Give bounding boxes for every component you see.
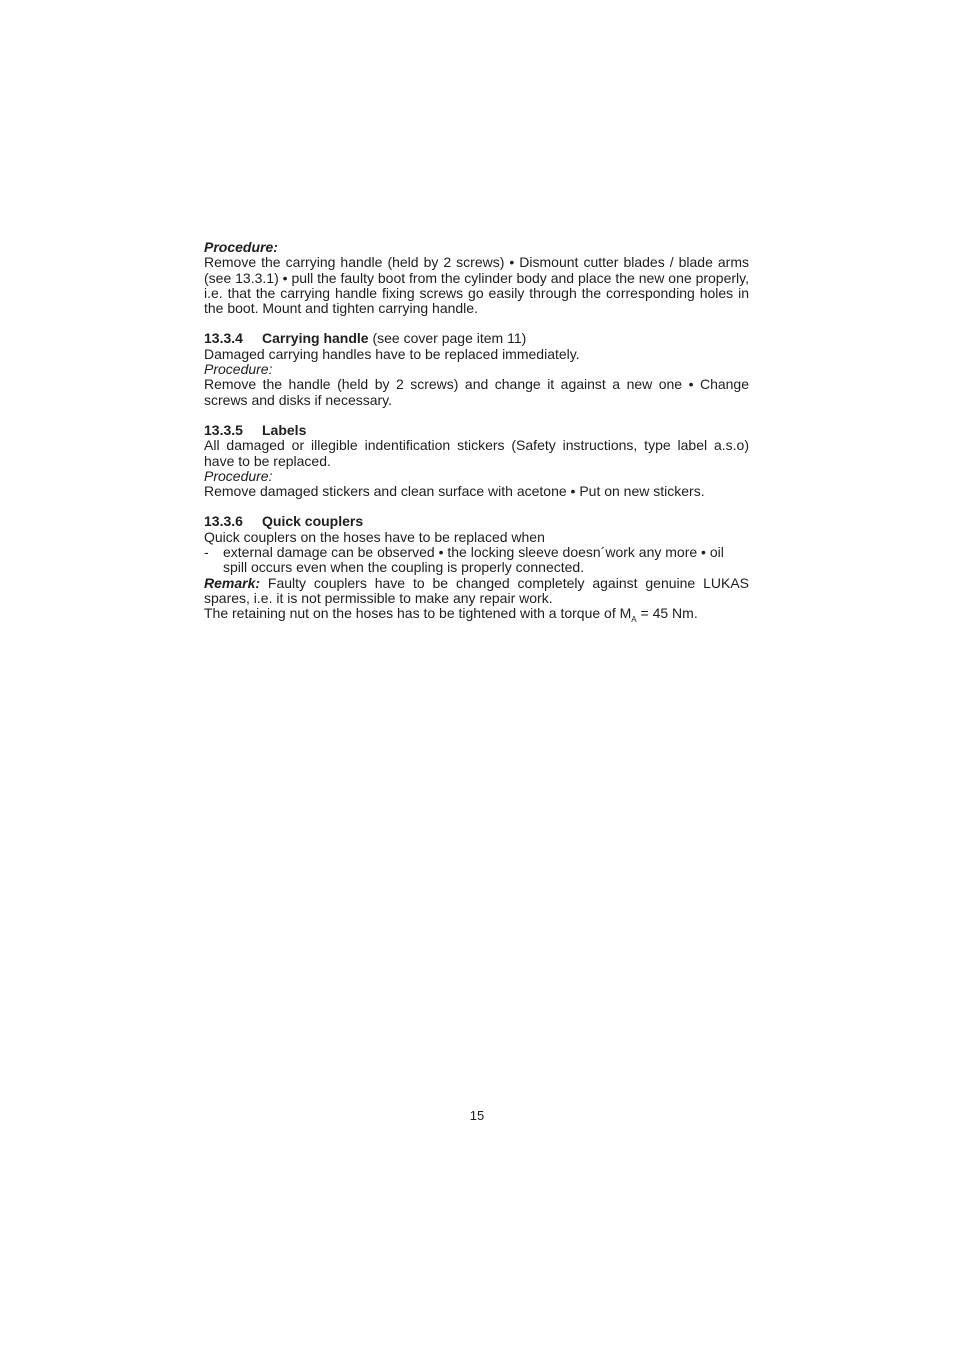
torque-suffix: = 45 Nm. <box>636 605 698 622</box>
bullet-text: external damage can be observed • the locking sleeve doesn´work any more • oil spill occurs even when the coupling is properly connected. <box>223 544 724 576</box>
page-content <box>204 239 749 625</box>
section-number: 13.3.5 <box>204 421 243 438</box>
page-number: 15 <box>469 1108 485 1123</box>
section-13-3-5-body: All damaged or illegible indentification stickers (Safety instructions, type label a.s.o) have to be replaced. <box>204 437 749 469</box>
remark-paragraph <box>204 576 749 607</box>
remark-label: Remark: <box>204 574 261 591</box>
torque-paragraph <box>204 605 749 625</box>
section-number: 13.3.4 <box>204 330 243 347</box>
torque-subscript: A <box>631 615 637 625</box>
section-title: Labels <box>262 421 307 438</box>
intro-procedure-text: Remove the carrying handle (held by 2 screws) • Dismount cutter blades / blade arms (see 13.3.1) • pull the faulty boot from the cylinder body and place the new one properly, i.e. that the carrying handle fixing screws go easily through the corresponding holes in the boot. Mount and tighten carrying handle. <box>204 254 749 317</box>
section-13-3-4-procedure-label: Procedure: <box>204 361 273 378</box>
bullet-marker: - <box>204 544 209 561</box>
section-title: Quick couplers <box>262 513 364 530</box>
section-13-3-4-heading <box>204 331 749 346</box>
section-13-3-5-procedure-label: Procedure: <box>204 467 273 484</box>
section-number: 13.3.6 <box>204 513 243 530</box>
remark-text: Faulty couplers have to be changed completely against genuine LUKAS spares, i.e. it is not permissible to make any repair work. <box>204 574 749 606</box>
section-title: Carrying handle <box>262 330 369 347</box>
section-13-3-5-heading <box>204 423 749 438</box>
section-title-note: (see cover page item 11) <box>368 330 527 347</box>
section-13-3-5-procedure: Remove damaged stickers and clean surface with acetone • Put on new stickers. <box>204 483 705 500</box>
list-item <box>204 545 749 576</box>
section-13-3-4-procedure: Remove the handle (held by 2 screws) and change it against a new one • Change screws and disks if necessary. <box>204 376 749 408</box>
section-13-3-6-body: Quick couplers on the hoses have to be replaced when <box>204 528 545 545</box>
section-13-3-6-heading <box>204 514 749 529</box>
section-13-3-4-body: Damaged carrying handles have to be replaced immediately. <box>204 345 580 362</box>
intro-procedure-label: Procedure: <box>204 239 278 255</box>
torque-prefix: The retaining nut on the hoses has to be tightened with a torque of M <box>204 605 632 622</box>
